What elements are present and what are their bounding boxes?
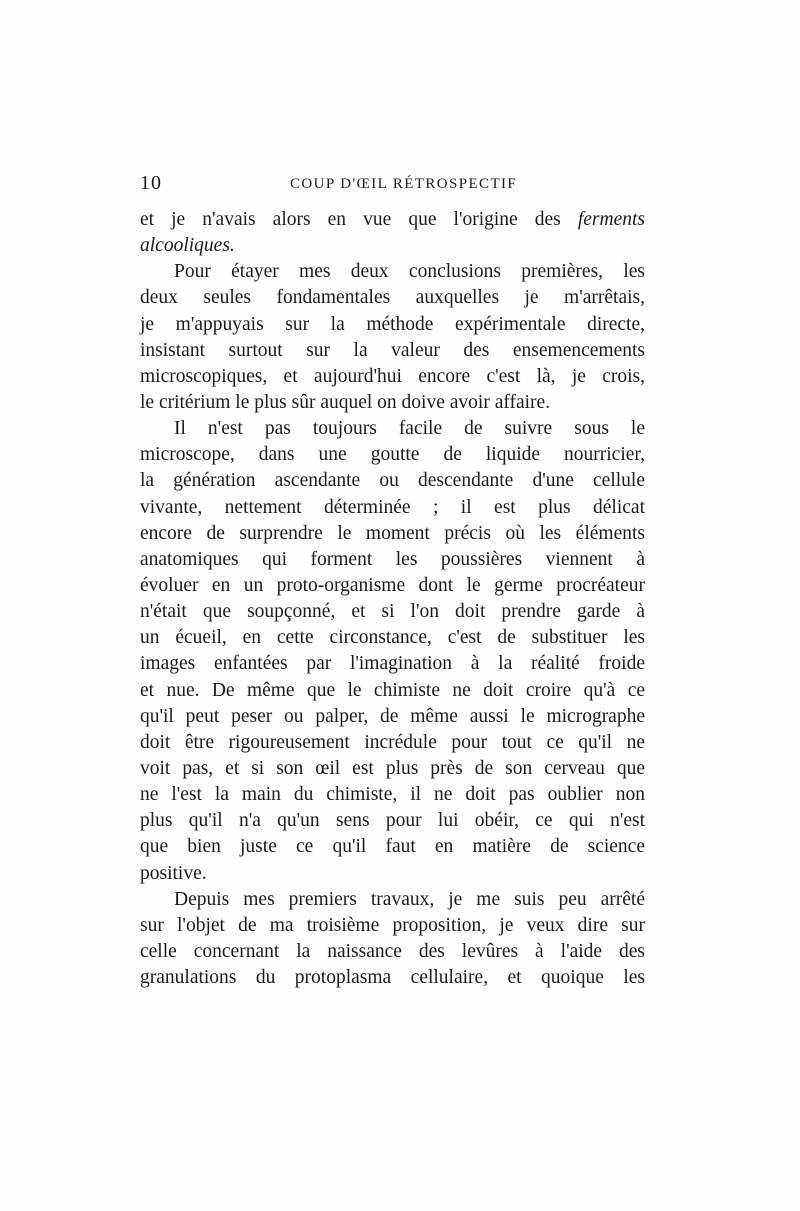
text-line: [140, 338, 645, 364]
paragraph-start-line: [140, 259, 645, 285]
italic-term: ferments: [577, 209, 645, 230]
line-text: encore de surprendre le moment précis où les éléments: [140, 522, 645, 544]
text-line: [140, 939, 645, 965]
line-text: je m'appuyais sur la méthode expérimentale directe,: [140, 313, 645, 335]
line-text: et je n'avais alors en vue que l'origine des: [140, 209, 578, 230]
line-text: positive.: [140, 862, 207, 884]
text-line: [140, 233, 645, 259]
text-line: [140, 651, 645, 677]
line-text: insistant surtout sur la valeur des ensemencements: [140, 339, 645, 361]
text-line: [140, 834, 645, 860]
line-text: la génération ascendante ou descendante d'une cellule: [140, 470, 645, 492]
text-line: [140, 285, 645, 311]
text-line: [140, 495, 645, 521]
text-line: [140, 312, 645, 338]
line-text: n'était que soupçonné, et si l'on doit prendre garde à: [140, 601, 645, 623]
text-line: [140, 782, 645, 808]
line-text: anatomiques qui forment les poussières viennent à: [140, 548, 645, 570]
line-text: microscope, dans une goutte de liquide nourricier,: [140, 444, 645, 466]
line-text: deux seules fondamentales auxquelles je m'arrêtais,: [140, 287, 645, 309]
paragraph-start-line: [140, 887, 645, 913]
text-line: [140, 547, 645, 573]
text-line: [140, 468, 645, 494]
line-text: sur l'objet de ma troisième proposition, je veux dire sur: [140, 914, 645, 936]
italic-term: alcooliques.: [140, 235, 235, 257]
line-text: images enfantées par l'imagination à la réalité froide: [140, 653, 645, 675]
line-text: que bien juste ce qu'il faut en matière de science: [140, 836, 645, 858]
line-text: doit être rigoureusement incrédule pour tout ce qu'il ne: [140, 731, 645, 753]
text-line: [140, 730, 645, 756]
text-line: [140, 207, 645, 233]
text-line: [140, 678, 645, 704]
text-line: [140, 913, 645, 939]
line-text: celle concernant la naissance des levûres à l'aide des: [140, 940, 645, 962]
running-head: [140, 172, 645, 202]
line-text: et nue. De même que le chimiste ne doit croire qu'à ce: [140, 679, 645, 701]
text-line: [140, 390, 645, 416]
line-text: qu'il peut peser ou palper, de même aussi le micrographe: [140, 705, 645, 727]
text-line: [140, 599, 645, 625]
line-text: microscopiques, et aujourd'hui encore c'est là, je crois,: [140, 365, 645, 387]
text-line: [140, 861, 645, 887]
line-text: Depuis mes premiers travaux, je me suis peu arrêté: [174, 888, 645, 910]
running-head-title: COUP D'ŒIL RÉTROSPECTIF: [290, 176, 518, 192]
text-line: [140, 521, 645, 547]
line-text: voit pas, et si son œil est plus près de son cerveau que: [140, 757, 645, 779]
line-text: Pour étayer mes deux conclusions premières, les: [174, 261, 645, 283]
text-line: [140, 756, 645, 782]
paragraph-start-line: [140, 416, 645, 442]
line-text: vivante, nettement déterminée ; il est plus délicat: [140, 496, 645, 518]
text-line: [140, 573, 645, 599]
line-text: Il n'est pas toujours facile de suivre sous le: [174, 418, 645, 440]
text-line: [140, 625, 645, 651]
body-text: [140, 207, 645, 991]
line-text: plus qu'il n'a qu'un sens pour lui obéir, ce qui n'est: [140, 810, 645, 832]
text-line: [140, 808, 645, 834]
text-line: [140, 965, 645, 991]
line-text: un écueil, en cette circonstance, c'est de substituer les: [140, 627, 645, 649]
line-text: granulations du protoplasma cellulaire, et quoique les: [140, 967, 645, 989]
text-line: [140, 442, 645, 468]
page-number: 10: [140, 172, 162, 194]
line-text: le critérium le plus sûr auquel on doive avoir affaire.: [140, 391, 551, 413]
line-text: évoluer en un proto-organisme dont le germe procréateur: [140, 574, 645, 596]
text-line: [140, 364, 645, 390]
text-line: [140, 704, 645, 730]
line-text: ne l'est la main du chimiste, il ne doit pas oublier non: [140, 784, 645, 806]
